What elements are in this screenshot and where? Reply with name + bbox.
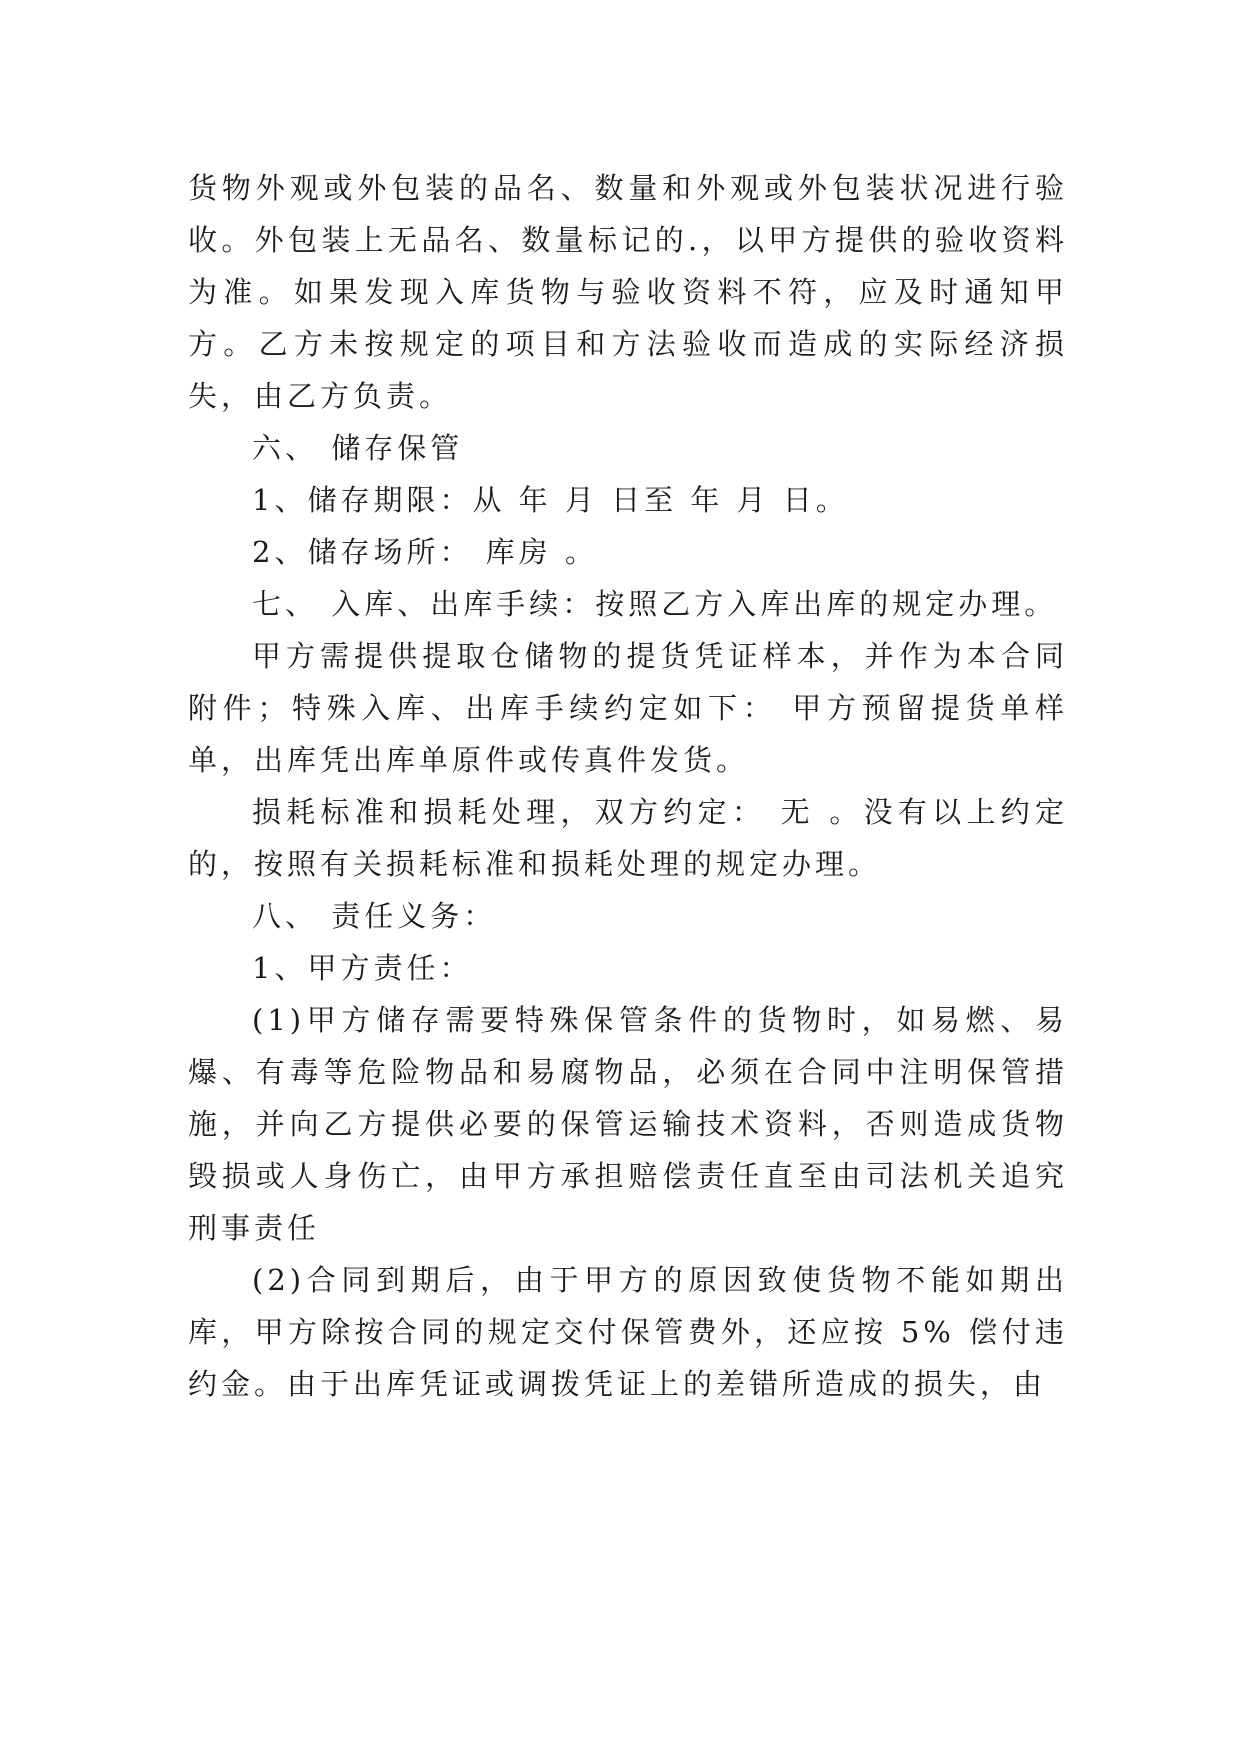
document-body [188, 162, 1068, 1410]
heading-party-a-responsibility: 1、甲方责任： [252, 951, 473, 985]
heading-inout-procedure: 七、 入库、出库手续：按照乙方入库出库的规定办理。 [252, 587, 1058, 621]
heading-storage: 六、 储存保管 [252, 431, 464, 465]
paragraph-storage-period: 1、储存期限：从 年 月 日至 年 月 日。 [252, 483, 849, 517]
paragraph-loss-standard: 损耗标准和损耗处理，双方约定： 无 。没有以上约定的，按照有关损耗标准和损耗处理的规定办理。 [188, 795, 1068, 881]
paragraph-pickup-voucher: 甲方需提供提取仓储物的提货凭证样本，并作为本合同附件；特殊入库、出库手续约定如下： 甲方预留提货单样单，出库凭出库单原件或传真件发货。 [188, 639, 1068, 777]
paragraph-storage-place: 2、储存场所： 库房 。 [252, 535, 598, 569]
paragraph-acceptance: 货物外观或外包装的品名、数量和外观或外包装状况进行验收。外包装上无品名、数量标记的.，以甲方提供的验收资料为准。如果发现入库货物与验收资料不符，应及时通知甲方。乙方未按规定的项目和方法验收而造成的实际经济损失，由乙方负责。 [188, 171, 1068, 413]
heading-responsibilities: 八、 责任义务： [252, 899, 497, 933]
paragraph-clause-2: (2)合同到期后，由于甲方的原因致使货物不能如期出库，甲方除按合同的规定交付保管费外，还应按 5% 偿付违约金。由于出库凭证或调拨凭证上的差错所造成的损失，由 [188, 1263, 1068, 1401]
paragraph-clause-1: (1)甲方储存需要特殊保管条件的货物时，如易燃、易爆、有毒等危险物品和易腐物品，必须在合同中注明保管措施，并向乙方提供必要的保管运输技术资料，否则造成货物毁损或人身伤亡，由甲方承担赔偿责任直至由司法机关追究刑事责任 [188, 1003, 1068, 1245]
